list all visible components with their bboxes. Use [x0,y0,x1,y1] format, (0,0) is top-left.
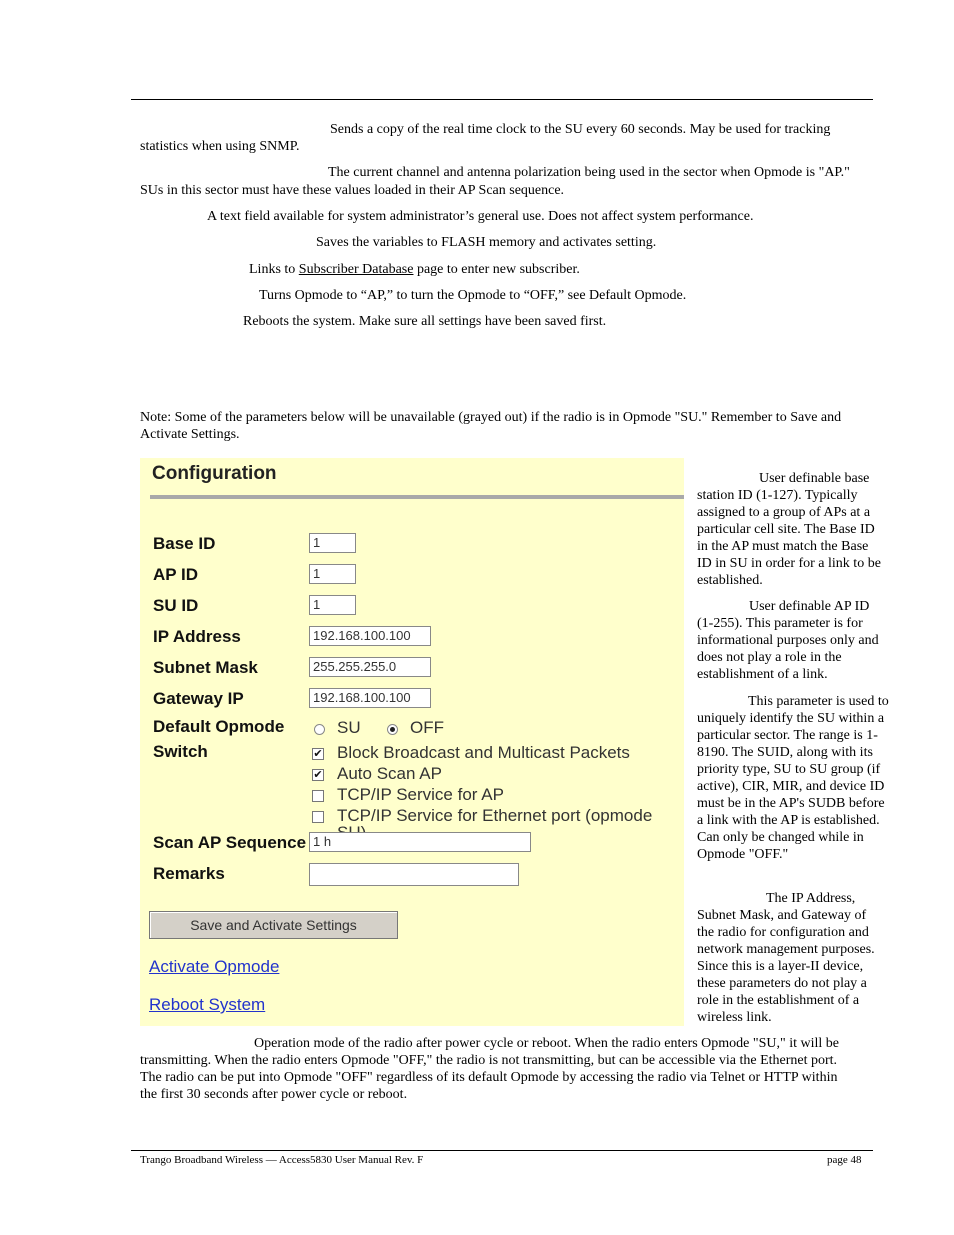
header-rule [131,99,873,100]
gateway-ip-input[interactable]: 192.168.100.100 [309,688,431,708]
remarks-label: Remarks [153,864,225,883]
tcpip-ap-checkbox[interactable] [312,790,324,802]
activate-opmode-link[interactable]: Activate Opmode [149,957,280,976]
description-line: particular sector. The range is 1- [697,728,878,743]
description-line: the radio for configuration and [697,925,869,940]
description-line: This parameter is used to [748,694,889,709]
opmode-su-label: SU [337,718,361,737]
scan-ap-sequence-input[interactable]: 1 h [309,832,531,852]
description-line: established. [697,573,763,588]
tcpip-ap-label: TCP/IP Service for AP [337,785,504,804]
description-line: ID in SU in order for a link to be [697,556,881,571]
definition-text: Turns Opmode to “AP,” to turn the Opmode to “OFF,” see Default Opmode. [259,288,687,303]
save-activate-button[interactable]: Save and Activate Settings [149,911,398,939]
description-line: (1-255). This parameter is for [697,616,863,631]
description-line: active), CIR, MIR, and device ID [697,779,885,794]
definition-text: Sends a copy of the real time clock to the SU every 60 seconds. May be used for tracking [330,122,831,137]
description-line: these parameters do not play a [697,976,867,991]
description-line: User definable AP ID [749,599,870,614]
ip-description [697,890,902,1026]
description-line: Subnet Mask, and Gateway of [697,908,867,923]
su-id-label: SU ID [153,596,199,615]
configuration-screenshot [140,458,684,1026]
su-id-description [697,693,902,863]
description-line: transmitting. When the radio enters Opmode "OFF," the radio is not transmitting, but can be accessible via the Ethernet port. [140,1053,838,1068]
subnet-mask-label: Subnet Mask [153,658,258,677]
description-line: informational purposes only and [697,633,879,648]
description-line: The radio can be put into Opmode "OFF" regardless of its default Opmode by accessing the radio via Telnet or HTTP within [140,1070,838,1085]
definition-text: Reboots the system. Make sure all settings have been saved first. [243,314,607,329]
block-broadcast-checkbox[interactable]: ✔ [313,747,323,760]
definition-text: statistics when using SNMP. [140,139,300,154]
description-line: Opmode "OFF." [697,847,789,862]
auto-scan-ap-label: Auto Scan AP [337,764,442,783]
description-line: Since this is a layer-II device, [697,959,864,974]
description-line: station ID (1-127). Typically [697,488,858,503]
base-id-input[interactable]: 1 [309,533,356,553]
remarks-input[interactable] [309,863,519,886]
description-line: establishment of a link. [697,667,828,682]
description-line: uniquely identify the SU within a [697,711,885,726]
su-id-input[interactable]: 1 [309,595,356,615]
description-line: the first 30 seconds after power cycle or reboot. [140,1087,408,1102]
definition-text [249,261,580,278]
footer-title: Trango Broadband Wireless — Access5830 User Manual Rev. F [140,1154,424,1166]
subnet-mask-input[interactable]: 255.255.255.0 [309,657,431,677]
description-line: wireless link. [697,1010,772,1025]
description-line: priority type, SU to SU group (if [697,762,881,777]
description-line: 8190. The SUID, along with its [697,745,873,760]
ip-address-input[interactable]: 192.168.100.100 [309,626,431,646]
description-line: particular cell site. The Base ID [697,522,875,537]
title-divider [150,495,684,499]
definition-text: Saves the variables to FLASH memory and activates setting. [316,235,657,250]
opmode-su-radio[interactable] [314,724,325,735]
description-line: role in the establishment of a [697,993,860,1008]
opmode-off-radio[interactable] [387,724,398,735]
description-line: in the AP must match the Base [697,539,869,554]
description-line: Can only be changed while in [697,830,864,845]
base-id-description [697,470,902,589]
definition-text: SUs in this sector must have these values loaded in their AP Scan sequence. [140,183,565,198]
description-line: a link with the AP is established. [697,813,880,828]
description-line: assigned to a group of APs at a [697,505,871,520]
ap-id-description [697,598,902,683]
block-broadcast-label: Block Broadcast and Multicast Packets [337,743,630,762]
note-text: Activate Settings. [140,427,240,442]
opmode-off-label: OFF [410,718,444,737]
tcpip-ethernet-label: TCP/IP Service for Ethernet port (opmode [337,806,653,825]
definition-suffix: page to enter new subscriber. [413,262,580,277]
base-id-label: Base ID [153,534,216,553]
description-line: network management purposes. [697,942,875,957]
gateway-ip-label: Gateway IP [153,689,244,708]
reboot-system-link[interactable]: Reboot System [149,995,266,1014]
description-line: Operation mode of the radio after power cycle or reboot. When the radio enters Opmode "SU," it will be [254,1036,839,1051]
auto-scan-ap-checkbox[interactable]: ✔ [313,768,323,781]
tcpip-ethernet-checkbox[interactable] [312,811,324,823]
scan-ap-sequence-label: Scan AP Sequence [153,833,307,852]
description-line: The IP Address, [766,891,856,906]
switch-label: Switch [153,742,208,761]
default-opmode-label: Default Opmode [153,717,285,736]
footer-rule [131,1150,873,1151]
ap-id-label: AP ID [153,565,199,584]
subscriber-database-link[interactable]: Subscriber Database [298,262,414,277]
description-line: must be in the AP's SUDB before [697,796,885,811]
note-text: Note: Some of the parameters below will be unavailable (grayed out) if the radio is in Opmode "SU." Remember to Save and [140,410,842,425]
definition-prefix: Links to [249,262,299,277]
definition-text: A text field available for system administrator’s general use. Does not affect system performance. [207,209,754,224]
description-line: User definable base [759,471,870,486]
ap-id-input[interactable]: 1 [309,564,356,584]
configuration-title: Configuration [152,463,277,484]
description-line: does not play a role in the [697,650,842,665]
definition-text: The current channel and antenna polarization being used in the sector when Opmode is "AP." [328,165,850,180]
page-number: page 48 [827,1154,862,1166]
ip-address-label: IP Address [153,627,241,646]
